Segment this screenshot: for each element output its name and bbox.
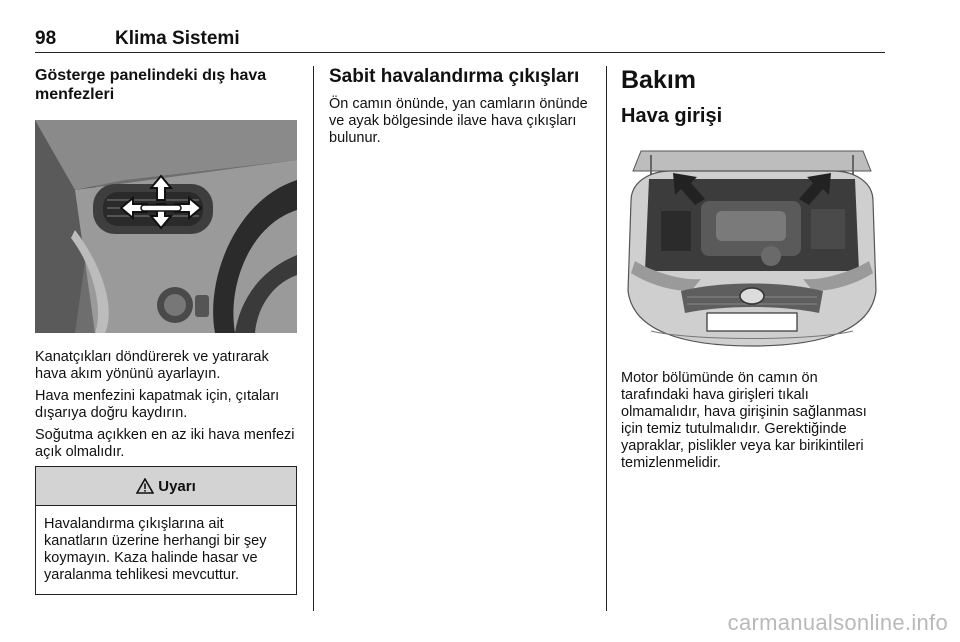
warning-title: Uyarı [158,477,196,495]
vents-paragraph-3: Soğutma açıkken en az iki hava menfezi açık olmalıdır. [35,427,295,460]
vents-paragraph-1: Kanatçıkları döndürerek ve yatırarak hava akım yönünü ayarlayın. [35,349,269,382]
warning-header [36,467,296,506]
column-fixed-vents [329,66,604,147]
dashboard-vent-illustration [35,120,297,333]
vents-heading: Gösterge panelindeki dış hava menfezleri [35,67,267,103]
warning-text: Havalandırma çıkışlarına ait kanatların üzerine herhangi bir şey koymayın. Kaza halinde hasar ve yaralanma tehlikesi mevcuttur. [44,516,267,583]
column-maintenance [621,66,885,472]
maintenance-heading: Bakım [621,66,697,94]
air-intake-paragraph: Motor bölümünde ön camın ön tarafındaki hava girişleri tıkalı olmamalıdır, hava girişinin sağlanması için temiz tutulmalıdır. Gerektiğinde yapraklar, pislikler veya kar birikintileri temizlenmelidir. [621,370,867,471]
section-title: Klima Sistemi [115,28,240,49]
fixed-vents-heading: Sabit havalandırma çıkışları [329,66,580,87]
column-divider-2 [606,66,607,611]
page-header [35,28,885,53]
page-number: 98 [35,28,57,49]
fixed-vents-paragraph: Ön camın önünde, yan camların önünde ve ayak bölgesinde ilave hava çıkışları bulunur. [329,96,588,146]
warning-box [35,466,297,595]
column-vents [35,66,300,461]
engine-bay-illustration [621,141,883,354]
column-divider-1 [313,66,314,611]
air-intake-heading: Hava girişi [621,105,723,127]
watermark: carmanualsonline.info [727,610,948,635]
vents-paragraph-2: Hava menfezini kapatmak için, çıtaları dışarıya doğru kaydırın. [35,388,280,421]
warning-triangle-icon [136,478,154,494]
